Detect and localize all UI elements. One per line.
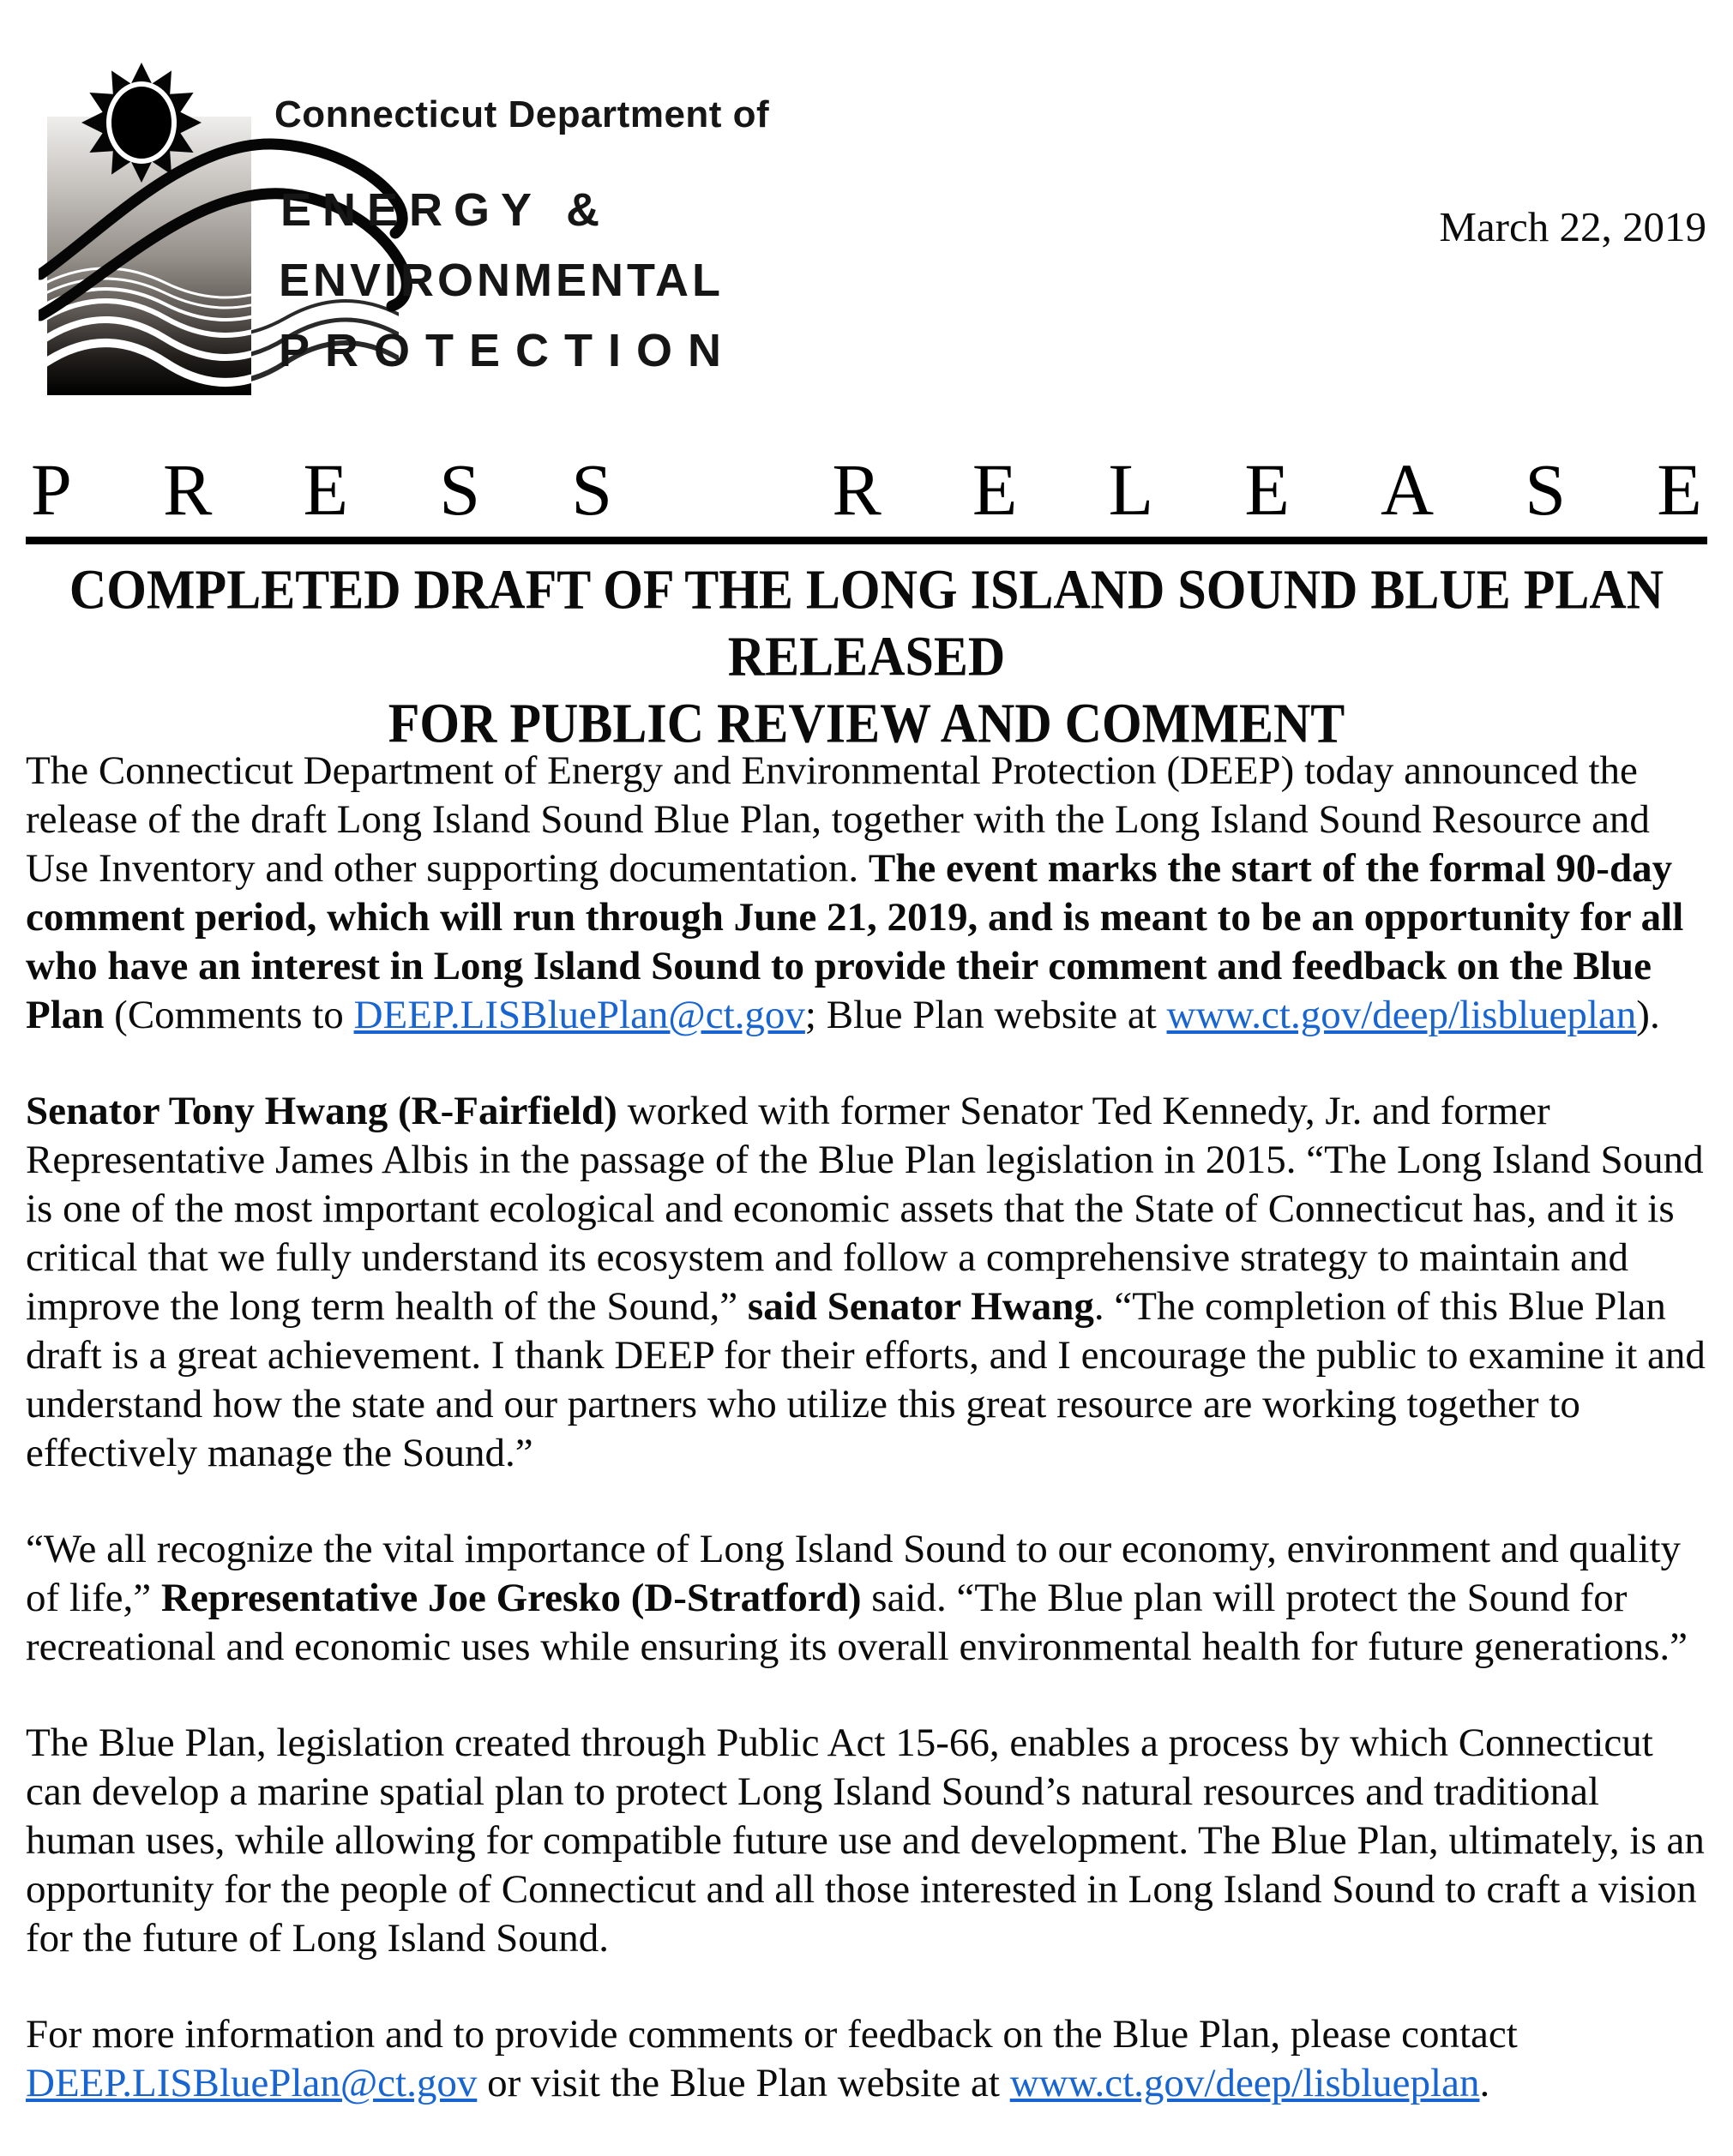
bold-text: said Senator Hwang (747, 1284, 1094, 1330)
press-release-letter: A (1381, 448, 1435, 531)
body-text: “We all recognize the vital importance of Long Island Sound to our economy, environment and quality of life,” (26, 1527, 1682, 1621)
press-release-letter: P (31, 448, 72, 531)
body-text: ; Blue Plan website at (804, 993, 1167, 1038)
body-text: . (1479, 2061, 1490, 2106)
blueplan-website-link[interactable]: www.ct.gov/deep/lisblueplan (1166, 993, 1637, 1038)
body-text: or visit the Blue Plan website at (477, 2061, 1010, 2106)
paragraph (26, 1087, 1707, 1478)
press-release-letter: E (1244, 448, 1290, 531)
blueplan-website-link[interactable]: www.ct.gov/deep/lisblueplan (1009, 2061, 1480, 2106)
press-release-letter: R (163, 448, 213, 531)
press-release-letter: E (303, 448, 349, 531)
email-link[interactable]: DEEP.LISBluePlan@ct.gov (26, 2061, 478, 2106)
deep-logo (39, 58, 793, 405)
press-release-letter: S (1525, 448, 1567, 531)
logo-name-protection: PROTECTION (279, 325, 737, 376)
bold-text: Senator Tony Hwang (R-Fairfield) (26, 1089, 617, 1134)
body-text: worked with former Senator Ted Kennedy, Jr. and former Representative James Albis in the passage of the Blue Plan legislation in 2015. “The Long Island Sound is one of the most important ecological and economic assets that the State of Connecticut has, and it is critical that we fully understand its ecosystem and follow a comprehensive strategy to maintain and improve the long term health of the Sound,” (26, 1089, 1704, 1330)
document-title (26, 556, 1707, 757)
paragraph (26, 2010, 1707, 2108)
body-text: For more information and to provide comments or feedback on the Blue Plan, please contact (26, 2012, 1518, 2057)
email-link[interactable]: DEEP.LISBluePlan@ct.gov (353, 993, 805, 1038)
body-text: The Connecticut Department of Energy and Environmental Protection (DEEP) today announced the release of the draft Long Island Sound Blue Plan, together with the Long Island Sound Resource and Use Inventory and other supporting documentation. (26, 748, 1650, 892)
logo-dept-line: Connecticut Department of (274, 93, 770, 135)
press-release-letter: S (439, 448, 481, 531)
release-date: March 22, 2019 (1439, 203, 1706, 250)
title-line-2: FOR PUBLIC REVIEW AND COMMENT (388, 691, 1345, 754)
press-release-letter: L (1108, 448, 1154, 531)
bold-text: Representative Joe Gresko (D-Stratford) (160, 1576, 862, 1621)
logo-name-environmental: ENVIRONMENTAL (279, 255, 724, 306)
title-line-1: COMPLETED DRAFT OF THE LONG ISLAND SOUND BLUE PLAN RELEASED (69, 558, 1664, 688)
paragraph (26, 1719, 1707, 1963)
body-paragraphs (26, 747, 1707, 2108)
press-release-letter: E (972, 448, 1018, 531)
press-release-letter: E (1657, 448, 1702, 531)
bold-text: The event marks the start of the formal 90-day comment period, which will run through June 21, 2019, and is meant to be an opportunity for all who have an interest in Long Island Sound to provide their comment and feedback on the Blue Plan (26, 846, 1684, 1038)
body-text: (Comments to (104, 993, 354, 1038)
body-text: ). (1636, 993, 1660, 1038)
document-body (26, 448, 1707, 2155)
press-release-letter: R (832, 448, 882, 531)
body-text: said. “The Blue plan will protect the Sound for recreational and economic uses while ensuring its overall environmental health for future generations.” (26, 1576, 1688, 1670)
paragraph (26, 747, 1707, 1040)
logo-name-energy: ENERGY & (280, 184, 611, 236)
body-text: The Blue Plan, legislation created through Public Act 15-66, enables a process by which Connecticut can develop a marine spatial plan to protect Long Island Sound’s natural resources and traditional human uses, while allowing for compatible future use and development. The Blue Plan, ultimately, is an opportunity for the people of Connecticut and all those interested in Long Island Sound to craft a vision for the future of Long Island Sound. (26, 1721, 1705, 1961)
press-release-letter: S (571, 448, 613, 531)
body-text: . “The completion of this Blue Plan draft is a great achievement. I thank DEEP for their efforts, and I encourage the public to examine it and understand how the state and our partners who utilize this great resource are working together to effectively manage the Sound.” (26, 1284, 1706, 1476)
paragraph (26, 1525, 1707, 1672)
press-release-heading (26, 448, 1707, 544)
